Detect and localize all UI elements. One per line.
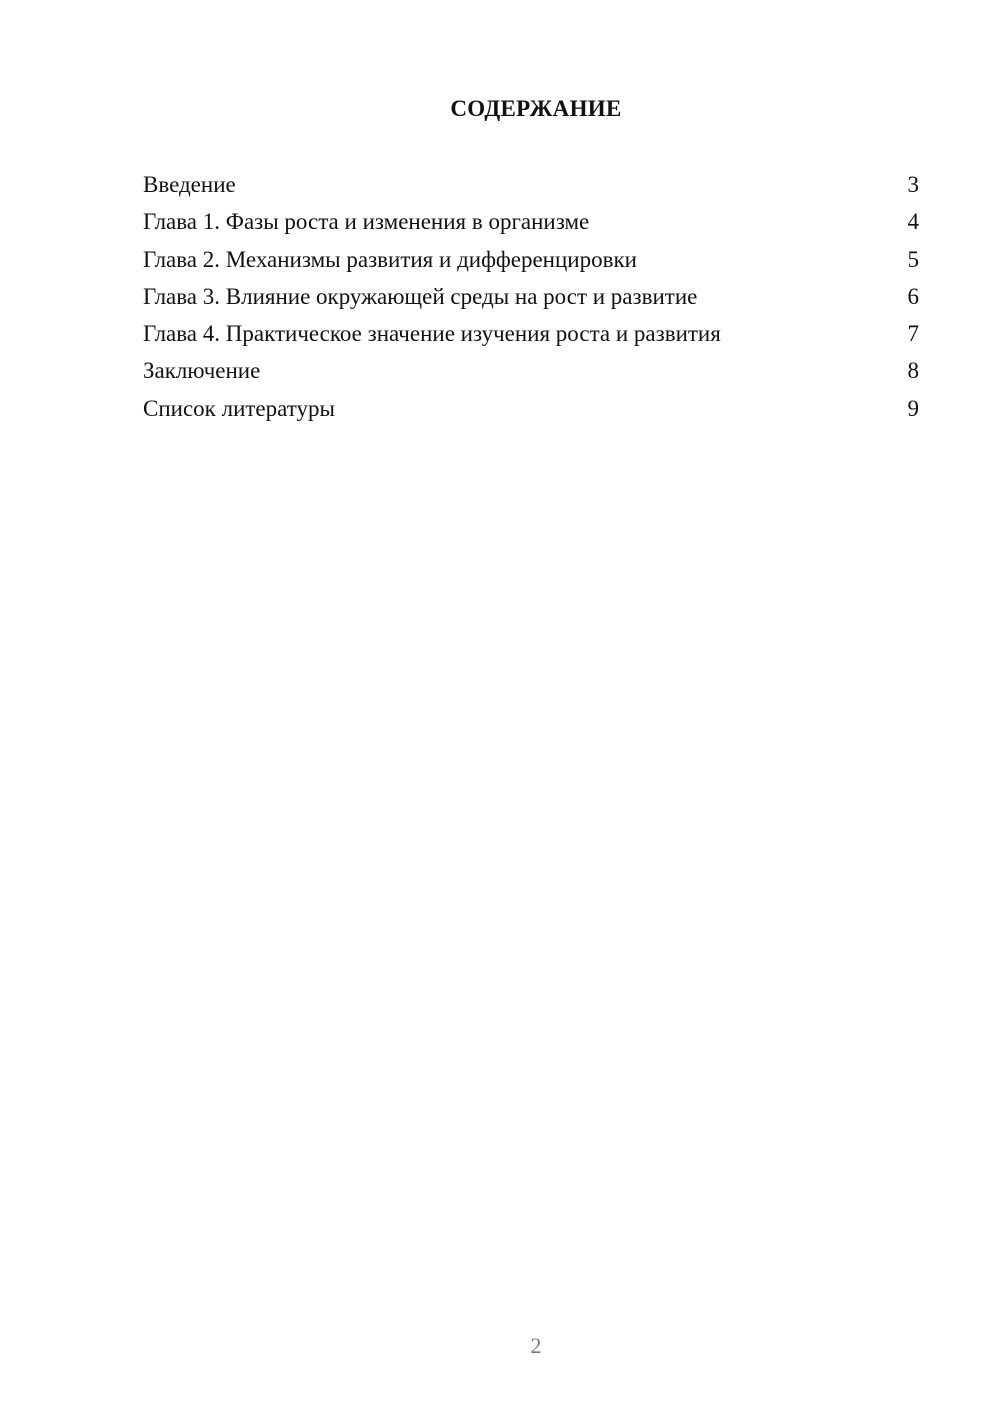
toc-entry-chapter-2 (143, 245, 919, 282)
toc-entry-page: 6 (907, 283, 919, 309)
toc-entry-conclusion (143, 356, 919, 393)
toc-entry-label: Глава 2. Механизмы развития и дифференцировки (143, 246, 637, 272)
toc-entry-page: 9 (907, 395, 919, 421)
toc-entry-introduction (143, 170, 919, 207)
toc-entry-label: Глава 1. Фазы роста и изменения в организме (143, 209, 590, 235)
toc-entry-page: 7 (907, 321, 919, 347)
toc-entry-chapter-3 (143, 282, 919, 319)
toc-entry-chapter-4 (143, 319, 919, 356)
toc-entry-page: 8 (907, 358, 919, 384)
toc-entry-label: Заключение (143, 358, 261, 384)
toc-entry-label: Список литературы (143, 395, 335, 421)
toc-entry-label: Введение (143, 172, 236, 197)
page-title: СОДЕРЖАНИЕ (450, 96, 622, 121)
toc-entry-page: 3 (907, 172, 919, 197)
toc-entry-label: Глава 4. Практическое значение изучения роста и развития (143, 321, 721, 347)
toc-entry-references (143, 394, 919, 431)
toc-entry-chapter-1 (143, 207, 919, 244)
toc-entry-page: 4 (907, 209, 919, 235)
toc-entry-page: 5 (907, 246, 919, 272)
toc-entry-label: Глава 3. Влияние окружающей среды на рост и развитие (143, 283, 698, 309)
table-of-contents (143, 170, 919, 431)
page-number: 2 (530, 1333, 542, 1358)
